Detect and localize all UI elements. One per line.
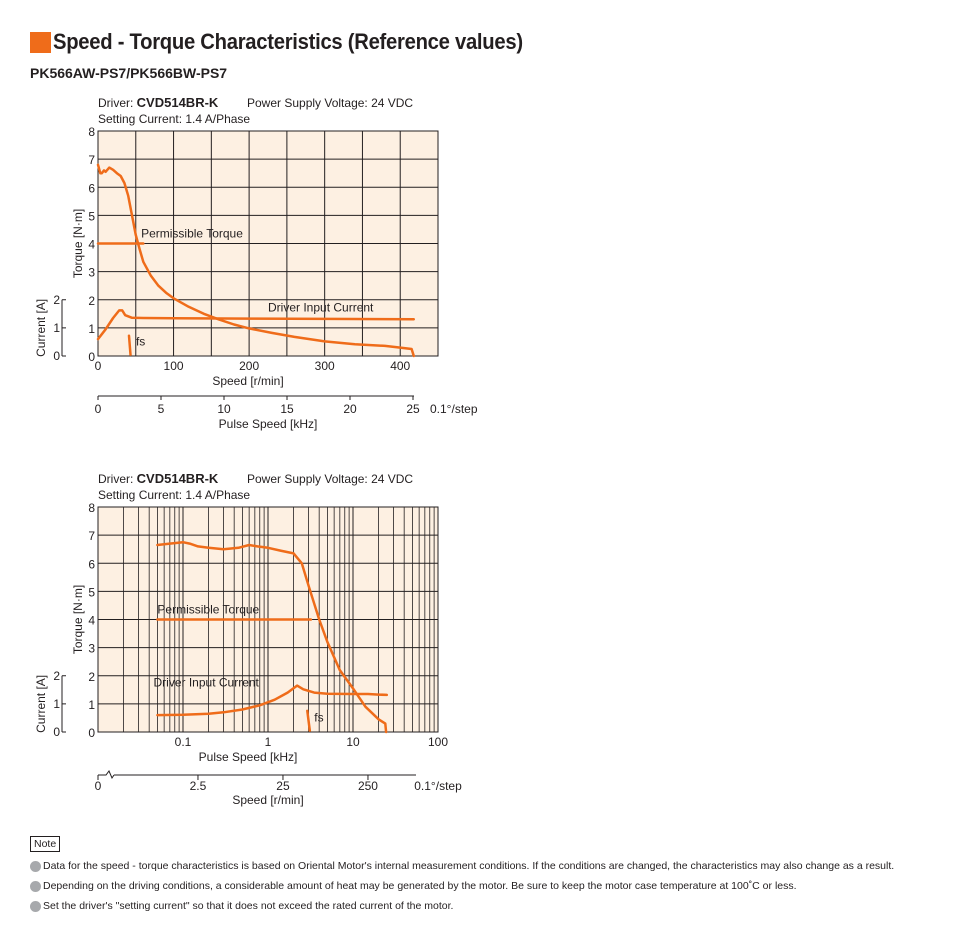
bullet-icon <box>30 861 41 872</box>
y-tick-label: 5 <box>88 209 95 224</box>
x-tick-label: 10 <box>346 735 360 749</box>
note-text: Data for the speed - torque characteristics is based on Oriental Motor's internal measurement conditions. If the conditions are changed, the characteristics may also change as a result. <box>43 860 895 872</box>
x2-unit-label: 0.1°/step <box>414 779 462 793</box>
y-tick-label: 4 <box>88 613 95 628</box>
y-tick-label: 7 <box>88 153 95 168</box>
page-title: Speed - Torque Characteristics (Reference values) <box>53 29 523 54</box>
note-item <box>30 856 894 876</box>
y-tick-label: 8 <box>88 125 95 139</box>
y-tick-label: 0 <box>88 350 95 364</box>
note-text: Set the driver's "setting current" so that it does not exceed the rated current of the motor. <box>43 900 454 912</box>
chart-driver-line <box>98 471 219 486</box>
x-tick-label: 100 <box>163 359 184 373</box>
x-tick-label: 100 <box>427 735 449 749</box>
permissible-label: Permissible Torque <box>157 602 260 617</box>
x2-tick-label: 25 <box>406 402 420 416</box>
note-item <box>30 896 894 916</box>
current-label: Driver Input Current <box>153 675 259 690</box>
y-tick-label: 1 <box>88 321 95 336</box>
x2-tick-label: 5 <box>157 402 165 416</box>
x-tick-label: 0 <box>94 359 102 373</box>
y2-axis-label: Current [A] <box>34 298 48 357</box>
x-tick-label: 200 <box>239 359 260 373</box>
y2-tick-label: 0 <box>53 725 60 739</box>
fs-label: fs <box>135 334 146 349</box>
note-text: Depending on the driving conditions, a considerable amount of heat may be generated by the motor. Be sure to keep the motor case temperature at 100˚C or less. <box>43 880 797 892</box>
bullet-icon <box>30 881 41 892</box>
y-tick-label: 6 <box>88 181 95 196</box>
x-tick-label: 300 <box>314 359 335 373</box>
section-header <box>30 29 564 55</box>
y2-tick-label: 0 <box>53 349 60 363</box>
bullet-icon <box>30 901 41 912</box>
x2-tick-label: 20 <box>343 402 357 416</box>
y-tick-label: 7 <box>88 529 95 544</box>
y-tick-label: 8 <box>88 501 95 515</box>
notes-section <box>30 836 894 916</box>
driver-model: CVD514BR-K <box>136 471 219 486</box>
x-tick-label: 0.1 <box>174 735 192 749</box>
fs-label: fs <box>314 710 324 725</box>
y-tick-label: 5 <box>88 585 95 600</box>
y-tick-label: 4 <box>88 237 95 252</box>
x-tick-label: 400 <box>390 359 411 373</box>
note-badge: Note <box>30 836 60 852</box>
driver-prefix: Driver: <box>98 96 137 110</box>
driver-prefix: Driver: <box>98 472 137 486</box>
axis-break-icon <box>98 771 114 778</box>
x2-axis-label: Speed [r/min] <box>232 793 304 807</box>
x-axis-label: Pulse Speed [kHz] <box>198 750 298 764</box>
current-label: Driver Input Current <box>268 300 374 315</box>
y-tick-label: 3 <box>88 265 95 280</box>
y-tick-label: 1 <box>88 697 95 712</box>
fs-curve <box>129 336 131 355</box>
note-item <box>30 876 894 896</box>
y2-tick-label: 2 <box>53 668 60 683</box>
x2-axis-label: Pulse Speed [kHz] <box>218 417 318 431</box>
x2-tick-label: 0 <box>94 402 102 416</box>
y-tick-label: 2 <box>88 669 95 684</box>
x2-tick-label: 10 <box>217 402 231 416</box>
setting-current-label: Setting Current: 1.4 A/Phase <box>98 488 251 502</box>
supply-voltage-label: Power Supply Voltage: 24 VDC <box>247 472 414 486</box>
x2-unit-label: 0.1°/step <box>430 402 478 416</box>
y2-tick-label: 2 <box>53 292 60 307</box>
y2-tick-label: 1 <box>53 320 60 335</box>
x-axis-label: Speed [r/min] <box>212 374 284 388</box>
orange-square-icon <box>30 32 51 53</box>
driver-model: CVD514BR-K <box>136 95 219 110</box>
y2-axis-label: Current [A] <box>34 674 48 733</box>
y-axis-label: Torque [N·m] <box>71 208 85 279</box>
y2-tick-label: 1 <box>53 696 60 711</box>
speed-torque-chart-log <box>0 466 520 816</box>
x-tick-label: 1 <box>264 735 272 749</box>
x2-tick-label: 25 <box>276 779 290 793</box>
y-axis-label: Torque [N·m] <box>71 584 85 655</box>
x2-tick-label: 250 <box>357 779 378 793</box>
setting-current-label: Setting Current: 1.4 A/Phase <box>98 112 251 126</box>
permissible-label: Permissible Torque <box>141 226 243 241</box>
y-tick-label: 2 <box>88 293 95 308</box>
model-name: PK566AW-PS7/PK566BW-PS7 <box>30 65 228 81</box>
x2-tick-label: 0 <box>94 779 102 793</box>
x2-tick-label: 15 <box>280 402 294 416</box>
chart-driver-line <box>98 95 219 110</box>
y-tick-label: 6 <box>88 557 95 572</box>
y-tick-label: 3 <box>88 641 95 656</box>
x2-tick-label: 2.5 <box>189 779 207 793</box>
y-tick-label: 0 <box>88 726 95 740</box>
speed-torque-chart-linear <box>0 90 520 440</box>
supply-voltage-label: Power Supply Voltage: 24 VDC <box>247 96 414 110</box>
